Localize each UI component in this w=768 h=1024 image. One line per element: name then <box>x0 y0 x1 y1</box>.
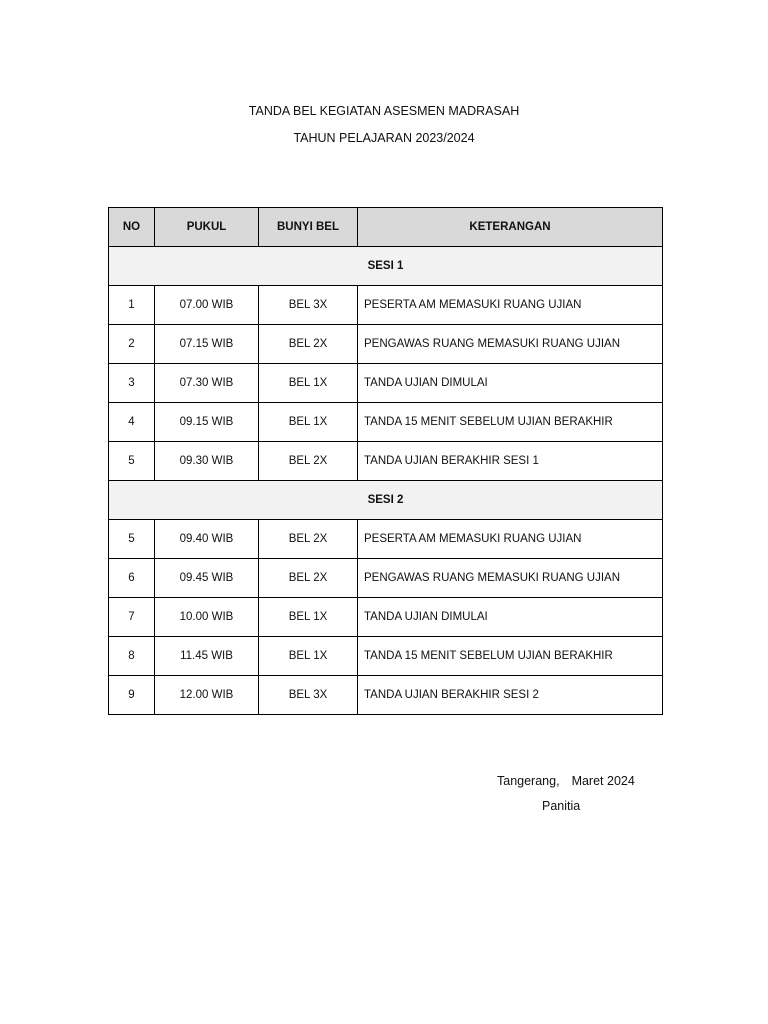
table-row <box>109 559 663 598</box>
row-note: TANDA UJIAN BERAKHIR SESI 1 <box>358 442 663 481</box>
row-number: 2 <box>109 325 155 364</box>
table-row <box>109 325 663 364</box>
table-row <box>109 286 663 325</box>
row-bell: BEL 1X <box>259 403 358 442</box>
bell-schedule-table <box>108 207 663 715</box>
row-time: 07.15 WIB <box>155 325 259 364</box>
row-number: 5 <box>109 442 155 481</box>
table-row <box>109 364 663 403</box>
row-time: 07.30 WIB <box>155 364 259 403</box>
row-number: 7 <box>109 598 155 637</box>
session-row <box>109 247 663 286</box>
document-title: TANDA BEL KEGIATAN ASESMEN MADRASAH <box>248 104 520 118</box>
row-number: 6 <box>109 559 155 598</box>
row-bell: BEL 1X <box>259 598 358 637</box>
row-bell: BEL 1X <box>259 364 358 403</box>
table-row <box>109 676 663 715</box>
table-row <box>109 637 663 676</box>
row-time: 11.45 WIB <box>155 637 259 676</box>
table-row <box>109 442 663 481</box>
table-row <box>109 403 663 442</box>
session-label: SESI 1 <box>109 247 663 286</box>
row-time: 07.00 WIB <box>155 286 259 325</box>
row-number: 5 <box>109 520 155 559</box>
session-row <box>109 481 663 520</box>
row-time: 09.15 WIB <box>155 403 259 442</box>
row-bell: BEL 3X <box>259 676 358 715</box>
row-bell: BEL 1X <box>259 637 358 676</box>
row-time: 09.40 WIB <box>155 520 259 559</box>
row-note: TANDA UJIAN DIMULAI <box>358 364 663 403</box>
row-note: PENGAWAS RUANG MEMASUKI RUANG UJIAN <box>358 325 663 364</box>
table-header-row <box>109 208 663 247</box>
row-time: 09.45 WIB <box>155 559 259 598</box>
row-bell: BEL 3X <box>259 286 358 325</box>
row-time: 10.00 WIB <box>155 598 259 637</box>
row-note: TANDA 15 MENIT SEBELUM UJIAN BERAKHIR <box>358 637 663 676</box>
signature-committee: Panitia <box>542 799 581 813</box>
row-bell: BEL 2X <box>259 520 358 559</box>
table-row <box>109 598 663 637</box>
row-time: 09.30 WIB <box>155 442 259 481</box>
row-note: TANDA UJIAN DIMULAI <box>358 598 663 637</box>
header-time: PUKUL <box>155 208 259 247</box>
row-bell: BEL 2X <box>259 559 358 598</box>
row-note: PENGAWAS RUANG MEMASUKI RUANG UJIAN <box>358 559 663 598</box>
row-number: 8 <box>109 637 155 676</box>
document-subtitle: TAHUN PELAJARAN 2023/2024 <box>293 131 475 145</box>
row-number: 1 <box>109 286 155 325</box>
signature-date: Maret 2024 <box>571 774 635 788</box>
header-note: KETERANGAN <box>358 208 663 247</box>
signature-place: Tangerang, <box>497 774 560 788</box>
session-label: SESI 2 <box>109 481 663 520</box>
table-row <box>109 520 663 559</box>
row-bell: BEL 2X <box>259 325 358 364</box>
row-note: TANDA UJIAN BERAKHIR SESI 2 <box>358 676 663 715</box>
header-bell: BUNYI BEL <box>259 208 358 247</box>
row-number: 4 <box>109 403 155 442</box>
signature-place-date <box>497 774 635 788</box>
header-no: NO <box>109 208 155 247</box>
row-time: 12.00 WIB <box>155 676 259 715</box>
table-body <box>109 247 663 715</box>
row-bell: BEL 2X <box>259 442 358 481</box>
row-note: PESERTA AM MEMASUKI RUANG UJIAN <box>358 520 663 559</box>
row-number: 3 <box>109 364 155 403</box>
row-number: 9 <box>109 676 155 715</box>
row-note: TANDA 15 MENIT SEBELUM UJIAN BERAKHIR <box>358 403 663 442</box>
row-note: PESERTA AM MEMASUKI RUANG UJIAN <box>358 286 663 325</box>
